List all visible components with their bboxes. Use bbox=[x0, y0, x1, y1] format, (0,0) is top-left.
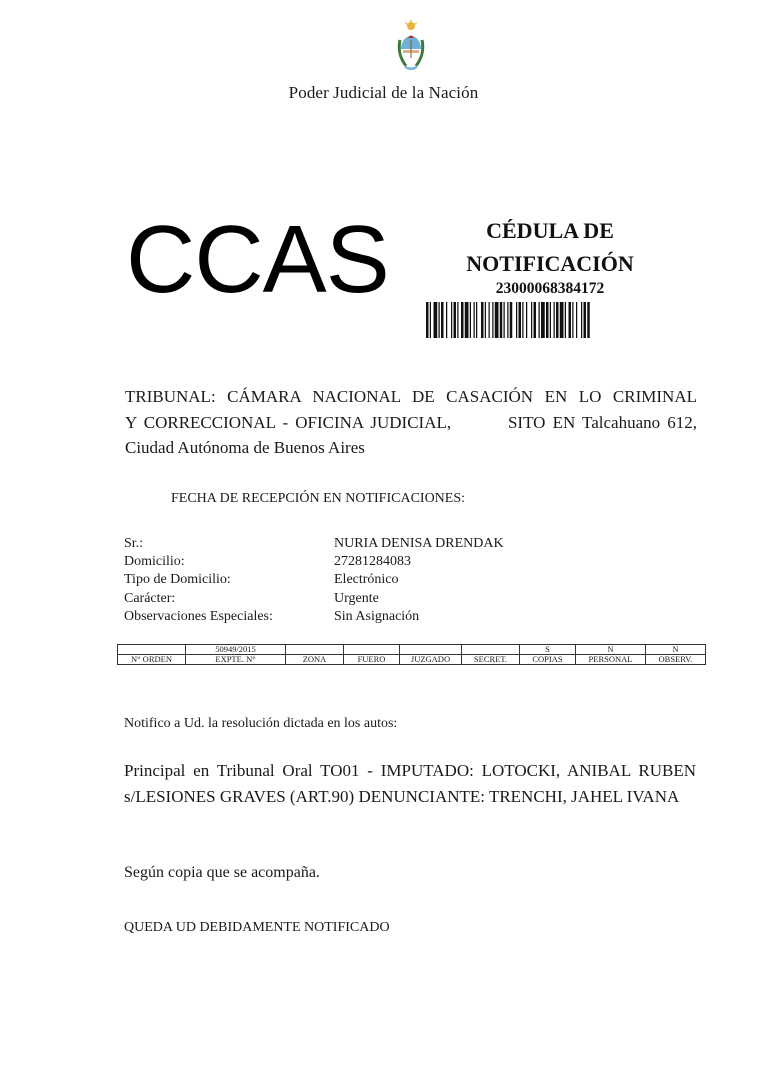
tribunal-line3: Ciudad Autónoma de Buenos Aires bbox=[125, 438, 365, 457]
ref-header-observ: OBSERV. bbox=[646, 655, 706, 665]
cedula-title-line2: NOTIFICACIÓN bbox=[466, 251, 634, 276]
ref-header-juzgado: JUZGADO bbox=[400, 655, 462, 665]
institution-header: Poder Judicial de la Nación bbox=[288, 83, 479, 102]
destinatario-row bbox=[124, 608, 504, 626]
destinatario-label: Carácter: bbox=[124, 590, 176, 606]
ref-header-zona: ZONA bbox=[286, 655, 344, 665]
ref-value-expte: 50949/2015 bbox=[186, 645, 286, 655]
ref-header-expte: EXPTE. N° bbox=[186, 655, 286, 665]
argentina-coat-of-arms-icon bbox=[392, 18, 430, 74]
destinatario-value: 27281284083 bbox=[334, 554, 411, 570]
destinatario-value: NURIA DENISA DRENDAK bbox=[334, 536, 504, 551]
destinatario-row bbox=[124, 553, 504, 571]
ref-header-personal: PERSONAL bbox=[576, 655, 646, 665]
tribunal-line2: Y CORRECCIONAL - OFICINA JUDICIAL, SITO EN Talcahuano 612, bbox=[125, 412, 697, 432]
ref-value-fuero bbox=[344, 645, 400, 655]
ref-header-copias: COPIAS bbox=[520, 655, 576, 665]
destinatario-value: Sin Asignación bbox=[334, 608, 420, 624]
segun-copia-text: Según copia que se acompaña. bbox=[124, 864, 320, 881]
tribunal-block bbox=[125, 384, 697, 461]
cedula-number: 23000068384172 bbox=[495, 280, 605, 297]
ref-value-orden bbox=[118, 645, 186, 655]
cedula-title-line1: CÉDULA DE bbox=[486, 218, 614, 243]
ref-header-secret: SECRET. bbox=[462, 655, 520, 665]
destinatario-label: Sr.: bbox=[124, 536, 144, 551]
destinatario-label: Domicilio: bbox=[124, 554, 185, 570]
cedula-title bbox=[430, 214, 670, 280]
reference-table bbox=[117, 644, 706, 665]
reference-headers-row bbox=[118, 655, 706, 665]
destinatario-row bbox=[124, 571, 504, 589]
ref-value-zona bbox=[286, 645, 344, 655]
notifico-text: Notifico a Ud. la resolución dictada en los autos: bbox=[124, 716, 398, 731]
ref-value-secret bbox=[462, 645, 520, 655]
reference-values-row bbox=[118, 645, 706, 655]
destinatario-row bbox=[124, 590, 504, 608]
queda-notificado-text: QUEDA UD DEBIDAMENTE NOTIFICADO bbox=[124, 920, 390, 935]
ref-value-observ: N bbox=[646, 645, 706, 655]
ref-header-fuero: FUERO bbox=[344, 655, 400, 665]
destinatario-value: Electrónico bbox=[334, 572, 399, 588]
destinatario-label: Observaciones Especiales: bbox=[124, 608, 273, 624]
destinatario-block bbox=[124, 535, 504, 626]
ref-value-personal: N bbox=[576, 645, 646, 655]
barcode-icon bbox=[426, 302, 676, 338]
ref-value-juzgado bbox=[400, 645, 462, 655]
ccas-mark: CCAS bbox=[126, 206, 389, 313]
destinatario-label: Tipo de Domicilio: bbox=[124, 572, 231, 588]
fecha-recepcion: FECHA DE RECEPCIÓN EN NOTIFICACIONES: bbox=[171, 491, 466, 506]
autos-text: Principal en Tribunal Oral TO01 - IMPUTADO: LOTOCKI, ANIBAL RUBEN s/LESIONES GRAVES (ART.90) DENUNCIANTE: TRENCHI, JAHEL IVANA bbox=[124, 761, 696, 806]
ref-header-orden: N° ORDEN bbox=[118, 655, 186, 665]
tribunal-line1: TRIBUNAL: CÁMARA NACIONAL DE CASACIÓN EN LO CRIMINAL bbox=[125, 387, 697, 406]
ref-value-copias: S bbox=[520, 645, 576, 655]
destinatario-value: Urgente bbox=[334, 590, 379, 606]
destinatario-row bbox=[124, 535, 504, 553]
